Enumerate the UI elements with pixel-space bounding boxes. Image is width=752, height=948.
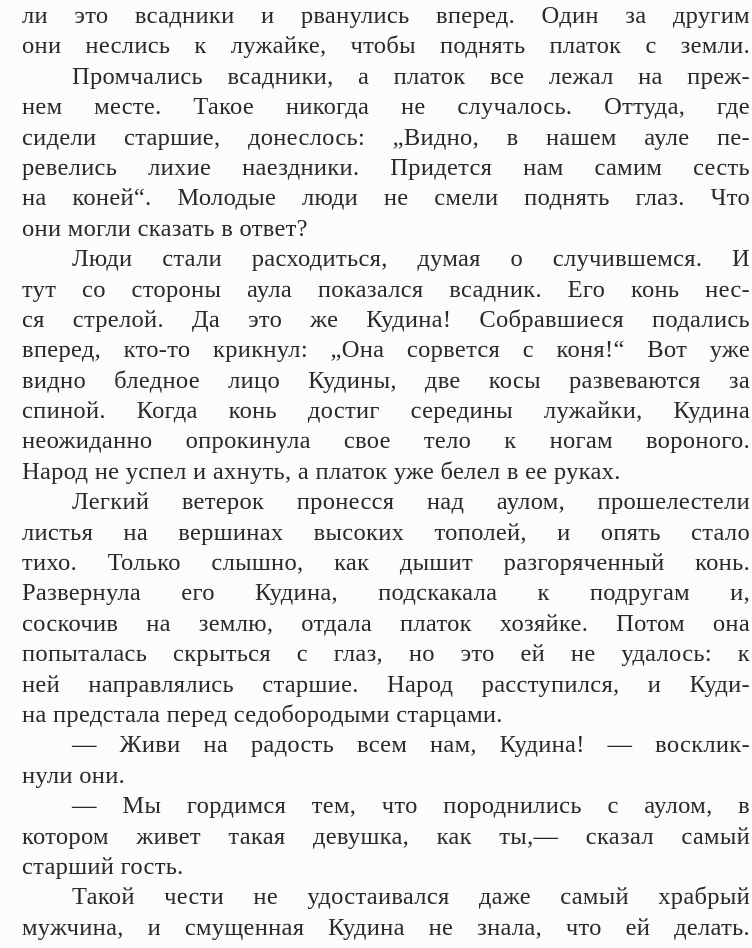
book-page-text (22, 1, 750, 943)
paragraph (22, 62, 750, 244)
text-line: Легкий ветерок пронесся над аулом, прошелестели (72, 488, 750, 516)
text-line: ревелись лихие наездники. Придется нам самим сесть (22, 153, 750, 181)
text-line: — Мы гордимся тем, что породнились с аулом, в (72, 792, 750, 820)
text-line: тут со стороны аула показался всадник. Его конь нес- (22, 275, 750, 303)
text-line: видно бледное лицо Кудины, две косы развеваются за (22, 366, 750, 394)
text-line: старший гость. (22, 852, 184, 880)
text-line: неожиданно опрокинула свое тело к ногам вороного. (22, 427, 750, 455)
text-line: они могли сказать в ответ? (22, 214, 308, 242)
paragraph (22, 487, 750, 730)
paragraph (22, 1, 750, 62)
text-line: попыталась скрыться с глаз, но это ей не удалось: к (22, 640, 750, 668)
text-line: нули они. (22, 761, 126, 789)
text-line: ней направлялись старшие. Народ расступился, и Куди- (22, 670, 750, 698)
text-line: ли это всадники и рванулись вперед. Один за другим (22, 2, 750, 29)
text-line: мужчина, и смущенная Кудина не знала, что ей делать. (22, 913, 750, 941)
text-line: нем месте. Такое никогда не случалось. Оттуда, где (22, 93, 750, 121)
text-line: ся стрелой. Да это же Кудина! Собравшиеся подались (22, 305, 750, 333)
text-line: сидели старшие, донеслось: „Видно, в нашем ауле пе- (22, 123, 750, 151)
text-line: на предстала перед седобородыми старцами. (22, 700, 503, 728)
text-line: Народ не успел и ахнуть, а платок уже белел в ее руках. (22, 457, 621, 485)
paragraph (22, 882, 750, 943)
text-line: спиной. Когда конь достиг середины лужайки, Кудина (22, 397, 750, 425)
text-line: Промчались всадники, а платок все лежал на преж- (72, 62, 750, 90)
text-line: на коней“. Молодые люди не смели поднять глаз. Что (22, 184, 750, 212)
paragraph (22, 244, 750, 487)
text-line: соскочив на землю, отдала платок хозяйке. Потом она (22, 609, 750, 637)
text-line: Развернула его Кудина, подскакала к подругам и, (22, 579, 750, 607)
text-line: они неслись к лужайке, чтобы поднять платок с земли. (22, 32, 750, 60)
paragraph (22, 730, 750, 791)
text-line: тихо. Только слышно, как дышит разгоряченный конь. (22, 549, 750, 577)
text-line: — Живи на радость всем нам, Кудина! — восклик- (72, 731, 750, 759)
paragraph (22, 791, 750, 882)
text-line: Такой чести не удостаивался даже самый храбрый (72, 883, 750, 911)
text-line: вперед, кто-то крикнул: „Она сорвется с коня!“ Вот уже (22, 336, 750, 364)
text-line: котором живет такая девушка, как ты,— сказал самый (22, 822, 750, 850)
text-line: Люди стали расходиться, думая о случившемся. И (72, 245, 750, 273)
text-line: листья на вершинах высоких тополей, и опять стало (22, 518, 750, 546)
